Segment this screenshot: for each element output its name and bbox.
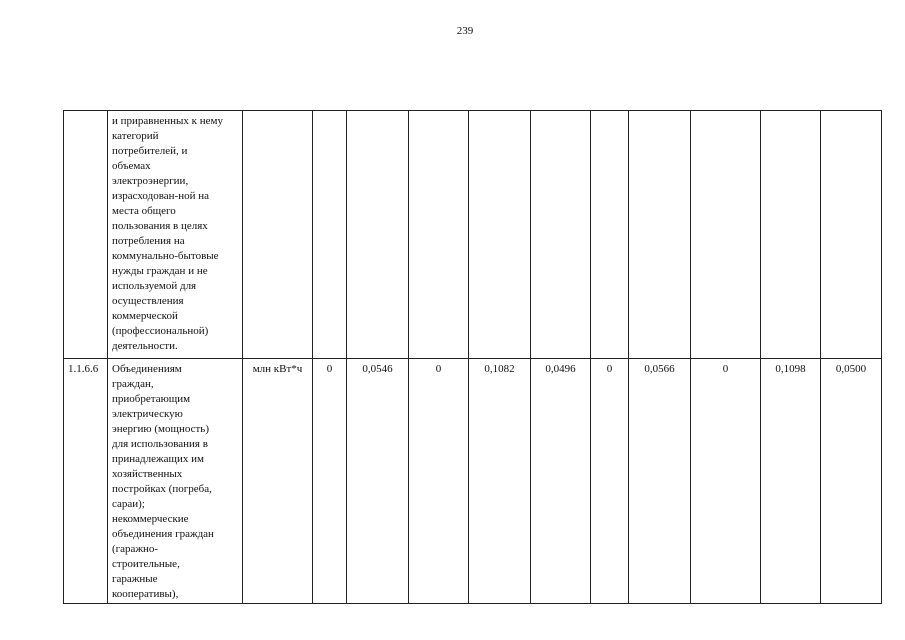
description-line: коммунально-бытовые [112,250,219,262]
description-line: кооперативы), [112,588,179,600]
description-line: нужды граждан и не [112,265,208,277]
description-line: пользования в целях [112,220,208,232]
description-line: (гаражно- [112,543,159,555]
value-cell: 0,0496 [531,359,591,604]
value-cell [821,111,882,359]
row-unit-cell: млн кВт*ч [243,359,313,604]
description-line: Объединениям [112,363,182,375]
value-cell: 0,0500 [821,359,882,604]
description-line: объединения граждан [112,528,214,540]
value-cell: 0,1082 [469,359,531,604]
description-line: места общего [112,205,176,217]
description-line: для использования в [112,438,208,450]
value-cell [347,111,409,359]
description-line: категорий [112,130,159,142]
value-cell: 0,0546 [347,359,409,604]
value-cell [629,111,691,359]
description-line: и приравненных к нему [112,115,223,127]
description-line: деятельности. [112,340,178,352]
table-row [64,359,882,604]
description-line: потребления на [112,235,185,247]
value-cell [409,111,469,359]
description-line: некоммерческие [112,513,189,525]
value-cell: 0,1098 [761,359,821,604]
value-cell [531,111,591,359]
value-cell [313,111,347,359]
value-cell: 0 [691,359,761,604]
description-line: сараи); [112,498,145,510]
description-line: потребителей, и [112,145,188,157]
row-description-cell [108,359,243,604]
description-line: используемой для [112,280,197,292]
value-cell [591,111,629,359]
description-line: хозяйственных [112,468,183,480]
value-cell: 0,0566 [629,359,691,604]
value-cell [469,111,531,359]
table-row [64,111,882,359]
value-cell: 0 [313,359,347,604]
description-line: строительные, [112,558,180,570]
description-line: гаражные [112,573,158,585]
description-line: электроэнергии, [112,175,189,187]
description-line: постройках (погреба, [112,483,212,495]
row-unit-cell [243,111,313,359]
page-number: 239 [456,25,474,37]
description-line: (профессиональной) [112,325,209,337]
description-line: коммерческой [112,310,178,322]
description-line: приобретающим [112,393,191,405]
description-line: принадлежащих им [112,453,204,465]
description-line: осуществления [112,295,184,307]
value-cell: 0 [409,359,469,604]
value-cell [691,111,761,359]
value-cell [761,111,821,359]
row-number-cell: 1.1.6.6 [64,359,108,604]
row-description-cell [108,111,243,359]
description-line: граждан, [112,378,154,390]
description-line: израсходован-ной на [112,190,209,202]
description-line: энергию (мощность) [112,423,209,435]
description-line: объемах [112,160,151,172]
value-cell: 0 [591,359,629,604]
description-line: электрическую [112,408,183,420]
row-number-cell [64,111,108,359]
tariff-table [63,110,882,604]
